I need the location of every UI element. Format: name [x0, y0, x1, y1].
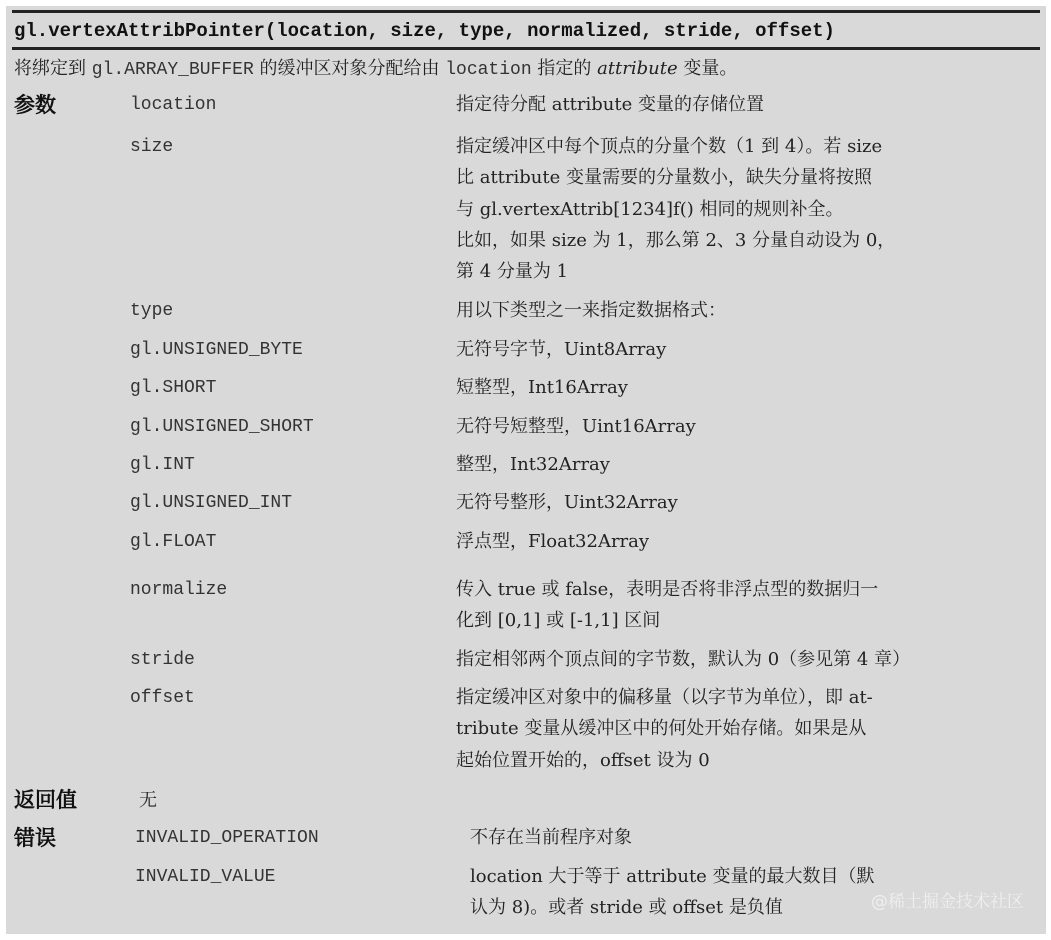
params-name: gl.UNSIGNED_SHORT	[130, 417, 314, 437]
params-description-line: 无符号短整型，Uint16Array	[456, 416, 696, 437]
params-description-line: 起始位置开始的，offset 设为 0	[456, 749, 710, 771]
params-name: type	[130, 301, 174, 321]
params-description-line: 浮点型，Float32Array	[456, 531, 650, 552]
params-description-line: 与 gl.vertexAttrib[1234]f() 相同的规则补全。	[456, 198, 844, 220]
params-name: size	[130, 137, 174, 157]
params-description-line: 短整型，Int16Array	[456, 377, 628, 398]
params-description-line: 用以下类型之一来指定数据格式：	[456, 300, 726, 321]
function-description: 将绑定到 gl.ARRAY_BUFFER 的缓冲区对象分配给由 location 指定的 attribute 变量。	[14, 58, 738, 80]
errors-name: INVALID_OPERATION	[135, 828, 319, 848]
params-name: gl.SHORT	[130, 378, 217, 398]
params-description-line: tribute 变量从缓冲区中的何处开始存储。如果是从	[456, 718, 867, 740]
params-name: gl.UNSIGNED_BYTE	[130, 340, 303, 360]
params-description-line: 比 attribute 变量需要的分量数小，缺失分量将按照	[456, 167, 873, 189]
params-description-line: 第 4 分量为 1	[456, 261, 569, 283]
watermark: @稀土掘金技术社区	[871, 892, 1024, 912]
params-name: location	[130, 95, 217, 115]
params-description-line: 无符号字节，Uint8Array	[456, 339, 667, 360]
params-name: normalize	[130, 580, 228, 600]
params-label: 参数	[14, 93, 56, 117]
params-name: offset	[130, 688, 195, 708]
params-description-line: 指定缓冲区中每个顶点的分量个数（1 到 4）。若 size	[456, 136, 883, 157]
errors-description-line: 认为 8)。或者 stride 或 offset 是负值	[470, 897, 783, 919]
errors-name: INVALID_VALUE	[135, 867, 276, 887]
params-description-line: 指定缓冲区对象中的偏移量（以字节为单位），即 at-	[456, 687, 873, 708]
params-description-line: 整型，Int32Array	[456, 454, 610, 475]
header-rule	[12, 47, 1040, 50]
top-rule	[12, 10, 1040, 13]
function-signature: gl.vertexAttribPointer(location, size, type, normalized, stride, offset)	[14, 20, 835, 42]
params-name: gl.FLOAT	[130, 532, 217, 552]
returns-label: 返回值	[14, 788, 77, 812]
api-reference-page	[6, 6, 1046, 934]
params-description-line: 化到 [0,1] 或 [-1,1] 区间	[456, 610, 661, 632]
params-description-line: 比如，如果 size 为 1，那么第 2、3 分量自动设为 0，	[456, 229, 896, 251]
returns-value: 无	[139, 790, 157, 811]
errors-description-line: location 大于等于 attribute 变量的最大数目（默	[470, 866, 875, 887]
params-description-line: 无符号整形，Uint32Array	[456, 492, 678, 513]
errors-description-line: 不存在当前程序对象	[470, 827, 632, 848]
params-description-line: 指定待分配 attribute 变量的存储位置	[456, 94, 765, 115]
params-description-line: 传入 true 或 false，表明是否将非浮点型的数据归一	[456, 579, 879, 600]
params-name: stride	[130, 650, 195, 670]
params-description-line: 指定相邻两个顶点间的字节数，默认为 0（参见第 4 章）	[456, 649, 911, 670]
params-name: gl.INT	[130, 455, 195, 475]
params-name: gl.UNSIGNED_INT	[130, 493, 293, 513]
errors-label: 错误	[14, 826, 56, 850]
